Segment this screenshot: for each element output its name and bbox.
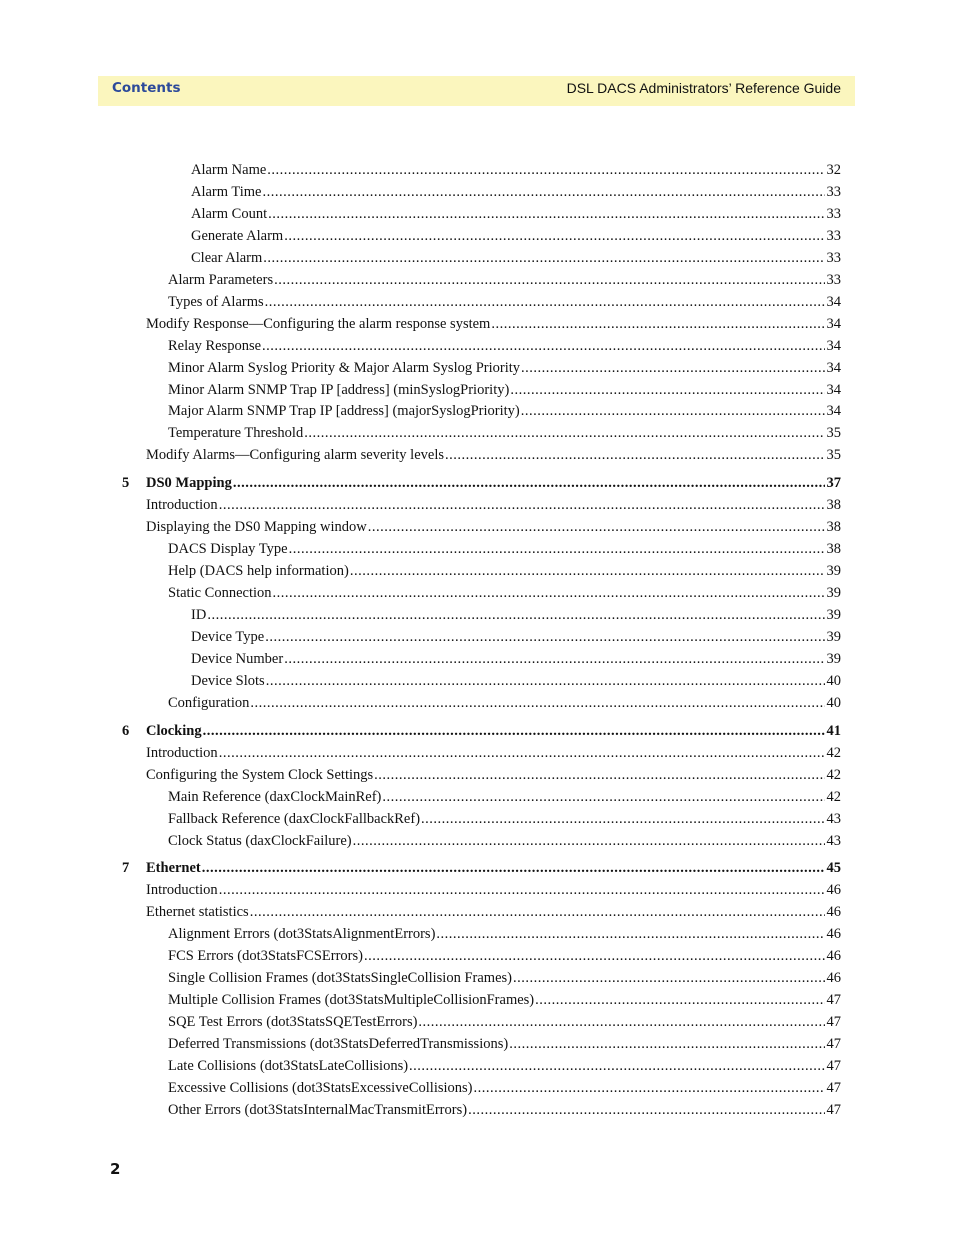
toc-page-number: 42 <box>826 788 841 805</box>
toc-chapter-number: 5 <box>122 475 130 492</box>
toc-dot-leader <box>203 723 825 740</box>
toc-chapter-entry[interactable] <box>122 860 841 882</box>
toc-entry-title: Deferred Transmissions (dot3StatsDeferredTransmissions) <box>168 1036 509 1053</box>
toc-entry[interactable] <box>168 585 841 607</box>
toc-entry[interactable] <box>191 629 841 651</box>
toc-page-number: 40 <box>826 694 841 711</box>
toc-dot-leader <box>284 228 824 245</box>
toc-page-number: 46 <box>826 882 841 899</box>
toc-dot-leader <box>219 497 825 514</box>
toc-dot-leader <box>364 948 825 965</box>
toc-entry[interactable] <box>191 228 841 250</box>
toc-dot-leader <box>521 360 824 377</box>
toc-page-number: 46 <box>826 904 841 921</box>
toc-entry-title: Late Collisions (dot3StatsLateCollisions) <box>168 1058 409 1074</box>
toc-dot-leader <box>266 673 825 690</box>
toc-page-number: 38 <box>826 541 841 558</box>
toc-entry[interactable] <box>146 519 841 541</box>
toc-entry[interactable] <box>146 745 841 767</box>
header-document-title: DSL DACS Administrators’ Reference Guide <box>566 80 841 96</box>
toc-entry-title: Configuring the System Clock Settings <box>146 766 374 783</box>
toc-dot-leader <box>409 1058 824 1075</box>
toc-dot-leader <box>382 789 824 806</box>
toc-entry-title: SQE Test Errors (dot3StatsSQETestErrors) <box>168 1014 418 1031</box>
toc-entry-title: DACS Display Type <box>168 541 288 558</box>
toc-entry[interactable] <box>168 1014 841 1036</box>
toc-entry[interactable] <box>168 833 841 855</box>
toc-entry-title: Clocking <box>146 722 202 739</box>
toc-chapter-number: 7 <box>122 860 130 877</box>
toc-entry-title: Introduction <box>146 497 218 514</box>
toc-entry[interactable] <box>191 184 841 206</box>
toc-entry-title: Static Connection <box>168 585 272 602</box>
toc-entry[interactable] <box>191 673 841 695</box>
toc-entry-title: Main Reference (daxClockMainRef) <box>168 788 382 805</box>
toc-entry-title: Major Alarm SNMP Trap IP [address] (majorSyslogPriority) <box>168 403 520 420</box>
toc-entry-title: Modify Response—Configuring the alarm response system <box>146 315 491 332</box>
toc-dot-leader <box>304 425 824 442</box>
toc-entry-title: Clock Status (daxClockFailure) <box>168 832 352 849</box>
toc-entry-title: Temperature Threshold <box>168 425 304 442</box>
toc-page-number: 39 <box>826 628 841 645</box>
running-header <box>98 76 855 106</box>
toc-page-number: 33 <box>826 205 841 222</box>
toc-page-number: 39 <box>826 650 841 667</box>
toc-entry-title: Introduction <box>146 744 218 761</box>
toc-entry[interactable] <box>168 272 841 294</box>
toc-page-number: 33 <box>826 227 841 244</box>
toc-dot-leader <box>368 519 825 536</box>
toc-dot-leader <box>510 382 824 399</box>
toc-entry-title: Generate Alarm <box>191 227 284 244</box>
toc-entry-title: ID <box>191 607 207 623</box>
toc-page-number: 40 <box>826 672 841 689</box>
toc-dot-leader <box>207 607 824 624</box>
toc-dot-leader <box>535 992 824 1009</box>
toc-entry-title: Modify Alarms—Configuring alarm severity levels <box>146 447 445 464</box>
toc-entry-title: Types of Alarms <box>168 293 264 310</box>
toc-dot-leader <box>491 316 824 333</box>
toc-page-number: 39 <box>826 607 841 623</box>
toc-entry[interactable] <box>168 338 841 360</box>
toc-page-number: 34 <box>826 381 841 398</box>
toc-page-number: 43 <box>826 832 841 849</box>
toc-dot-leader <box>263 184 825 201</box>
toc-chapter-entry[interactable] <box>122 475 841 497</box>
toc-dot-leader <box>421 811 824 828</box>
toc-page-number: 35 <box>826 447 841 464</box>
toc-page-number: 37 <box>826 475 841 492</box>
toc-page-number: 46 <box>826 948 841 965</box>
toc-page-number: 34 <box>826 315 841 332</box>
toc-dot-leader <box>233 475 825 492</box>
toc-dot-leader <box>350 563 825 580</box>
toc-entry[interactable] <box>168 789 841 811</box>
toc-entry[interactable] <box>168 294 841 316</box>
toc-dot-leader <box>262 338 824 355</box>
toc-dot-leader <box>289 541 825 558</box>
toc-page-number: 47 <box>826 1014 841 1031</box>
toc-entry[interactable] <box>168 541 841 563</box>
toc-page-number: 39 <box>826 585 841 602</box>
toc-dot-leader <box>219 882 825 899</box>
toc-chapter-number: 6 <box>122 722 130 739</box>
toc-entry[interactable] <box>168 1102 841 1124</box>
toc-entry[interactable] <box>146 316 841 338</box>
toc-page-number: 47 <box>826 1101 841 1118</box>
toc-entry[interactable] <box>146 767 841 789</box>
toc-entry[interactable] <box>191 607 841 629</box>
toc-dot-leader <box>468 1102 824 1119</box>
toc-dot-leader <box>250 695 824 712</box>
toc-page-number: 45 <box>826 860 841 877</box>
toc-entry-title: Other Errors (dot3StatsInternalMacTransmitErrors) <box>168 1101 468 1118</box>
toc-dot-leader <box>274 272 824 289</box>
toc-entry-title: Single Collision Frames (dot3StatsSingleCollision Frames) <box>168 970 512 987</box>
toc-entry[interactable] <box>146 497 841 519</box>
toc-page-number: 38 <box>826 497 841 514</box>
toc-page-number: 35 <box>826 425 841 442</box>
toc-entry-title: Device Type <box>191 628 265 645</box>
toc-entry[interactable] <box>146 904 841 926</box>
toc-page-number: 34 <box>826 337 841 354</box>
toc-entry[interactable] <box>168 1080 841 1102</box>
toc-dot-leader <box>268 206 824 223</box>
toc-entry-title: Alignment Errors (dot3StatsAlignmentErrors) <box>168 926 436 943</box>
toc-entry-title: Introduction <box>146 882 218 899</box>
toc-entry-title: Fallback Reference (daxClockFallbackRef) <box>168 810 421 827</box>
toc-dot-leader <box>521 403 825 420</box>
toc-page-number: 33 <box>826 183 841 200</box>
toc-entry[interactable] <box>191 162 841 184</box>
toc-dot-leader <box>267 162 824 179</box>
toc-entry-title: Ethernet <box>146 860 201 877</box>
toc-entry-title: FCS Errors (dot3StatsFCSErrors) <box>168 948 363 965</box>
toc-page-number: 47 <box>826 1079 841 1096</box>
toc-dot-leader <box>219 745 825 762</box>
toc-page-number: 46 <box>826 926 841 943</box>
toc-entry-title: Displaying the DS0 Mapping window <box>146 519 367 536</box>
toc-dot-leader <box>353 833 825 850</box>
toc-dot-leader <box>374 767 824 784</box>
toc-page-number: 33 <box>826 249 841 266</box>
toc-entry-title: Ethernet statistics <box>146 904 249 921</box>
toc-entry-title: Alarm Time <box>191 183 262 200</box>
toc-entry-title: Excessive Collisions (dot3StatsExcessiveCollisions) <box>168 1079 473 1096</box>
toc-page-number: 47 <box>826 992 841 1009</box>
toc-dot-leader <box>250 904 825 921</box>
toc-entry-title: Relay Response <box>168 337 262 354</box>
toc-chapter-entry[interactable] <box>122 722 841 745</box>
toc-page-number: 41 <box>826 722 841 739</box>
toc-entry-title: Minor Alarm Syslog Priority & Major Alarm Syslog Priority <box>168 359 521 376</box>
toc-entry[interactable] <box>168 811 841 833</box>
toc-page-number: 39 <box>826 563 841 580</box>
toc-dot-leader <box>265 629 824 646</box>
toc-dot-leader <box>509 1036 824 1053</box>
toc-dot-leader <box>474 1080 825 1097</box>
toc-page-number: 34 <box>826 403 841 420</box>
toc-dot-leader <box>202 860 825 877</box>
toc-page-number: 34 <box>826 359 841 376</box>
toc-entry[interactable] <box>168 360 841 382</box>
toc-entry-title: Alarm Name <box>191 162 267 178</box>
toc-entry-title: Configuration <box>168 694 250 711</box>
toc-dot-leader <box>265 294 825 311</box>
toc-page-number: 38 <box>826 519 841 536</box>
toc-entry[interactable] <box>168 403 841 425</box>
toc-entry[interactable] <box>168 992 841 1014</box>
toc-entry-title: Minor Alarm SNMP Trap IP [address] (minSyslogPriority) <box>168 381 510 398</box>
toc-dot-leader <box>284 651 824 668</box>
toc-page-number: 47 <box>826 1058 841 1074</box>
header-section-label: Contents <box>112 80 181 96</box>
toc-entry[interactable] <box>168 1058 841 1080</box>
toc-dot-leader <box>263 250 824 267</box>
toc-dot-leader <box>445 447 824 464</box>
toc-page-number: 33 <box>826 271 841 288</box>
toc-page-number: 43 <box>826 810 841 827</box>
toc-entry-title: Help (DACS help information) <box>168 563 349 580</box>
toc-entry[interactable] <box>168 425 841 447</box>
toc-entry[interactable] <box>168 926 841 948</box>
toc-page-number: 47 <box>826 1036 841 1053</box>
toc-entry-title: Alarm Parameters <box>168 271 274 288</box>
toc-dot-leader <box>436 926 824 943</box>
toc-entry[interactable] <box>191 250 841 272</box>
toc-entry[interactable] <box>146 447 841 469</box>
toc-page-number: 42 <box>826 744 841 761</box>
toc-entry[interactable] <box>168 695 841 717</box>
toc-entry-title: DS0 Mapping <box>146 475 232 492</box>
toc-entry[interactable] <box>146 882 841 904</box>
toc-entry-title: Alarm Count <box>191 205 268 222</box>
toc-entry-title: Clear Alarm <box>191 249 263 266</box>
toc-entry[interactable] <box>168 948 841 970</box>
toc-page-number: 42 <box>826 766 841 783</box>
toc-entry[interactable] <box>168 563 841 585</box>
toc-dot-leader <box>513 970 825 987</box>
toc-page-number: 32 <box>826 162 841 178</box>
page-number: 2 <box>110 1160 121 1178</box>
toc-entry[interactable] <box>168 382 841 404</box>
toc-entry[interactable] <box>168 970 841 992</box>
toc-page-number: 34 <box>826 293 841 310</box>
toc-dot-leader <box>273 585 825 602</box>
toc-entry[interactable] <box>191 206 841 228</box>
toc-entry[interactable] <box>168 1036 841 1058</box>
toc-dot-leader <box>418 1014 824 1031</box>
toc-entry-title: Device Slots <box>191 672 265 689</box>
toc-entry[interactable] <box>191 651 841 673</box>
toc-page-number: 46 <box>826 970 841 987</box>
toc-entry-title: Multiple Collision Frames (dot3StatsMultipleCollisionFrames) <box>168 992 535 1009</box>
toc-entry-title: Device Number <box>191 650 284 667</box>
